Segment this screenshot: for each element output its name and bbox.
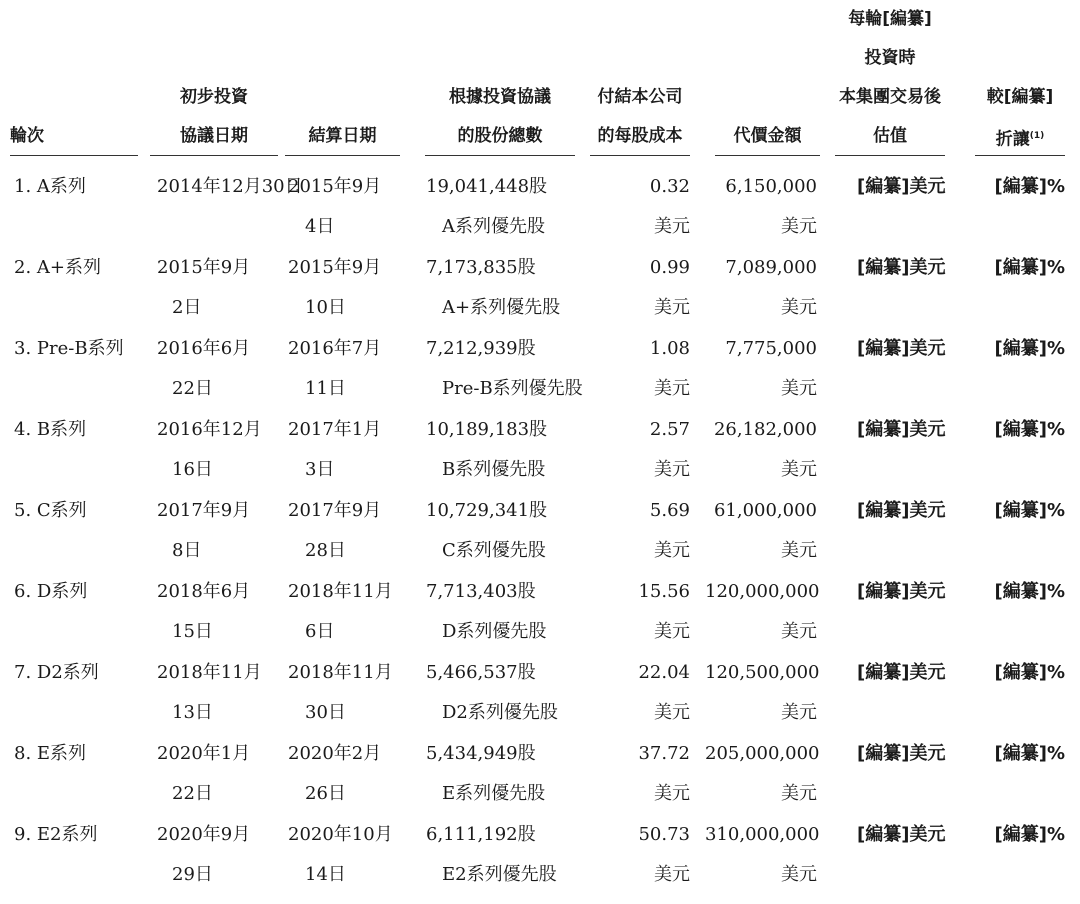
- initial-date: 2014年12月30日: [157, 176, 303, 197]
- discount: [編纂]%: [994, 176, 1065, 197]
- share-count: 6,111,192股: [426, 824, 536, 845]
- amount: 120,000,000: [705, 581, 820, 602]
- discount: [編纂]%: [994, 824, 1065, 845]
- amount-unit: 美元: [781, 459, 817, 480]
- amount: 205,000,000: [705, 743, 820, 764]
- discount: [編纂]%: [994, 419, 1065, 440]
- initial-date-day: 8日: [172, 540, 202, 561]
- settle-date: 2015年9月: [288, 257, 382, 278]
- round-name: 3. Pre-B系列: [14, 338, 124, 359]
- initial-date-day: 15日: [172, 621, 213, 642]
- cost-unit: 美元: [654, 864, 690, 885]
- initial-date-day: 29日: [172, 864, 213, 885]
- discount: [編纂]%: [994, 743, 1065, 764]
- footnote-marker: (1): [1029, 131, 1045, 141]
- share-type: E2系列優先股: [442, 864, 557, 885]
- discount: [編纂]%: [994, 581, 1065, 602]
- amount: 7,089,000: [725, 257, 817, 278]
- settle-date: 2018年11月: [288, 662, 393, 683]
- header-settle-date: 結算日期: [308, 126, 377, 146]
- cost-per-share: 50.73: [638, 824, 690, 845]
- initial-date-day: 22日: [172, 783, 213, 804]
- share-type: D系列優先股: [442, 621, 547, 642]
- round-name: 1. A系列: [14, 176, 86, 197]
- valuation: [編纂]美元: [857, 176, 946, 197]
- cost-per-share: 0.99: [649, 257, 690, 278]
- initial-date: 2018年6月: [157, 581, 251, 602]
- amount-unit: 美元: [781, 621, 817, 642]
- share-type: B系列優先股: [442, 459, 546, 480]
- cost-unit: 美元: [654, 702, 690, 723]
- share-type: A+系列優先股: [442, 297, 561, 318]
- header-underline-cost: [590, 155, 690, 156]
- amount: 7,775,000: [725, 338, 817, 359]
- discount: [編纂]%: [994, 500, 1065, 521]
- share-type: Pre-B系列優先股: [442, 378, 583, 399]
- cost-per-share: 2.57: [649, 419, 690, 440]
- cost-per-share: 22.04: [638, 662, 690, 683]
- amount: 6,150,000: [725, 176, 817, 197]
- settle-date: 2017年1月: [288, 419, 382, 440]
- settle-date: 2017年9月: [288, 500, 382, 521]
- valuation: [編纂]美元: [857, 338, 946, 359]
- round-name: 4. B系列: [14, 419, 87, 440]
- cost-per-share: 5.69: [649, 500, 690, 521]
- header-underline-amount: [715, 155, 820, 156]
- initial-date-day: 16日: [172, 459, 213, 480]
- header-discount: 較[編纂] 折讓$^{(1)}$: [986, 87, 1054, 150]
- round-name: 2. A+系列: [14, 257, 101, 278]
- settle-date-day: 4日: [305, 216, 335, 237]
- initial-date: 2017年9月: [157, 500, 251, 521]
- header-underline-valuation: [835, 155, 945, 156]
- amount: 310,000,000: [705, 824, 820, 845]
- initial-date-day: 22日: [172, 378, 213, 399]
- header-underline-round: [10, 155, 138, 156]
- amount-unit: 美元: [781, 540, 817, 561]
- amount-unit: 美元: [781, 783, 817, 804]
- settle-date: 2020年10月: [288, 824, 393, 845]
- header-valuation: 每輪[編纂] 投資時 本集團交易後 估值: [839, 9, 941, 146]
- cost-unit: 美元: [654, 459, 690, 480]
- round-name: 8. E系列: [14, 743, 87, 764]
- header-initial-date: 初步投資 協議日期: [180, 87, 248, 146]
- settle-date-day: 30日: [305, 702, 346, 723]
- settle-date-day: 26日: [305, 783, 346, 804]
- share-type: D2系列優先股: [442, 702, 558, 723]
- amount: 61,000,000: [713, 500, 817, 521]
- initial-date: 2018年11月: [157, 662, 262, 683]
- header-cost: 付結本公司 的每股成本: [597, 87, 683, 146]
- cost-unit: 美元: [654, 378, 690, 399]
- cost-unit: 美元: [654, 783, 690, 804]
- discount: [編纂]%: [994, 257, 1065, 278]
- settle-date-day: 3日: [305, 459, 335, 480]
- header-shares: 根據投資協議 的股份總數: [449, 87, 551, 146]
- amount: 120,500,000: [705, 662, 820, 683]
- initial-date: 2020年1月: [157, 743, 251, 764]
- share-type: A系列優先股: [442, 216, 545, 237]
- settle-date: 2016年7月: [288, 338, 382, 359]
- share-count: 19,041,448股: [426, 176, 548, 197]
- share-count: 7,212,939股: [426, 338, 536, 359]
- cost-unit: 美元: [654, 540, 690, 561]
- valuation: [編纂]美元: [857, 500, 946, 521]
- amount: 26,182,000: [713, 419, 817, 440]
- share-type: C系列優先股: [442, 540, 546, 561]
- settle-date: 2015年9月: [288, 176, 382, 197]
- share-count: 7,713,403股: [426, 581, 536, 602]
- discount: [編纂]%: [994, 662, 1065, 683]
- cost-unit: 美元: [654, 216, 690, 237]
- cost-per-share: 15.56: [638, 581, 690, 602]
- share-count: 7,173,835股: [426, 257, 536, 278]
- valuation: [編纂]美元: [857, 824, 946, 845]
- header-underline-shares: [425, 155, 575, 156]
- valuation: [編纂]美元: [857, 419, 946, 440]
- cost-per-share: 1.08: [649, 338, 690, 359]
- share-count: 5,466,537股: [426, 662, 536, 683]
- cost-unit: 美元: [654, 297, 690, 318]
- settle-date-day: 11日: [305, 378, 346, 399]
- share-count: 5,434,949股: [426, 743, 536, 764]
- cost-unit: 美元: [654, 621, 690, 642]
- settle-date: 2018年11月: [288, 581, 393, 602]
- discount: [編纂]%: [994, 338, 1065, 359]
- valuation: [編纂]美元: [857, 581, 946, 602]
- amount-unit: 美元: [781, 864, 817, 885]
- share-count: 10,729,341股: [426, 500, 548, 521]
- initial-date-day: 2日: [172, 297, 202, 318]
- header-underline-discount: [975, 155, 1065, 156]
- initial-date: 2020年9月: [157, 824, 251, 845]
- round-name: 5. C系列: [14, 500, 87, 521]
- settle-date-day: 10日: [305, 297, 346, 318]
- amount-unit: 美元: [781, 216, 817, 237]
- header-amount: 代價金額: [733, 126, 802, 146]
- amount-unit: 美元: [781, 702, 817, 723]
- settle-date-day: 6日: [305, 621, 335, 642]
- share-count: 10,189,183股: [426, 419, 548, 440]
- settle-date-day: 28日: [305, 540, 346, 561]
- settle-date-day: 14日: [305, 864, 346, 885]
- amount-unit: 美元: [781, 378, 817, 399]
- cost-per-share: 37.72: [638, 743, 690, 764]
- header-underline-settle-date: [285, 155, 400, 156]
- amount-unit: 美元: [781, 297, 817, 318]
- round-name: 9. E2系列: [14, 824, 98, 845]
- valuation: [編纂]美元: [857, 743, 946, 764]
- header-underline-initial-date: [150, 155, 278, 156]
- initial-date: 2015年9月: [157, 257, 251, 278]
- settle-date: 2020年2月: [288, 743, 382, 764]
- cost-per-share: 0.32: [649, 176, 690, 197]
- header-round: 輪次: [10, 126, 44, 146]
- initial-date: 2016年6月: [157, 338, 251, 359]
- valuation: [編纂]美元: [857, 257, 946, 278]
- share-type: E系列優先股: [442, 783, 546, 804]
- round-name: 7. D2系列: [14, 662, 99, 683]
- initial-date-day: 13日: [172, 702, 213, 723]
- valuation: [編纂]美元: [857, 662, 946, 683]
- round-name: 6. D系列: [14, 581, 88, 602]
- initial-date: 2016年12月: [157, 419, 262, 440]
